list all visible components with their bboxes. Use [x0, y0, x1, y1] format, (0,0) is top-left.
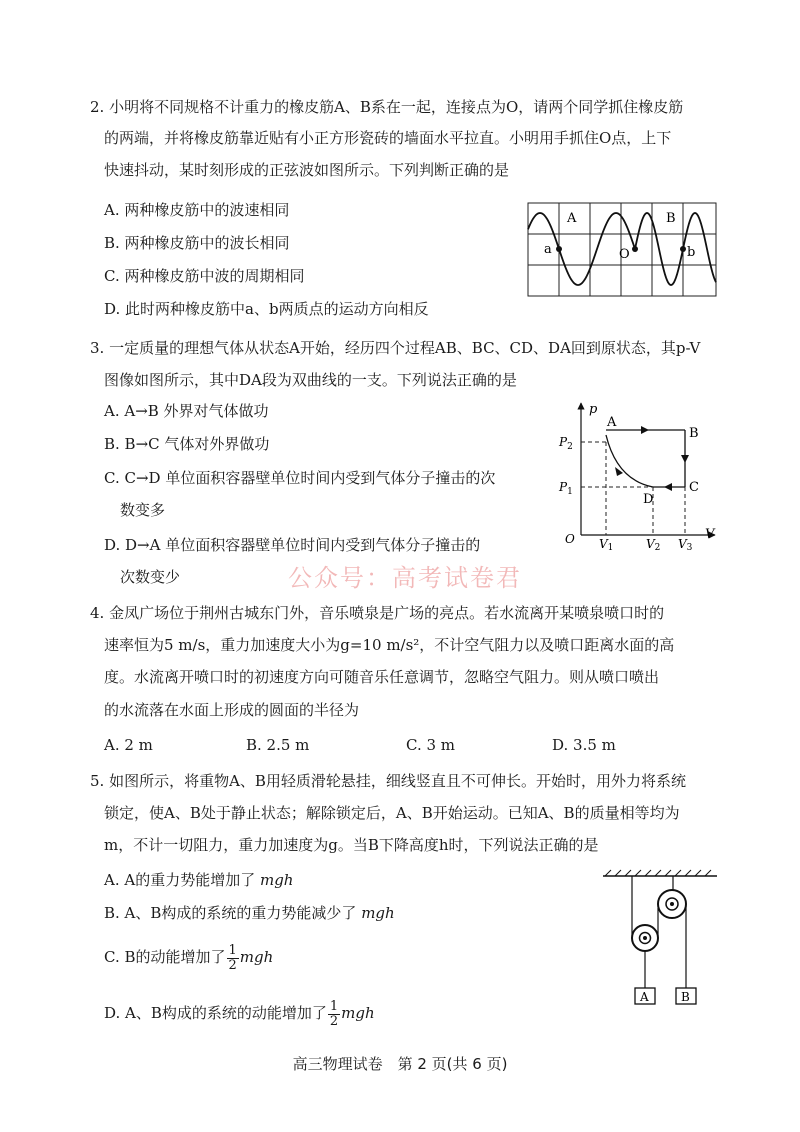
q4-option-b: B. 2.5 m: [246, 736, 310, 754]
q2-label-O: O: [619, 247, 630, 262]
q2-label-b: b: [687, 245, 696, 260]
q3-option-a: A. A→B 外界对气体做功: [104, 402, 269, 420]
q5-movable-pulley: [632, 925, 658, 951]
q5-ceiling-hatch: [605, 870, 711, 876]
q3-v2-label: V2: [646, 537, 661, 550]
q3-point-B-label: B: [689, 426, 699, 441]
q2-label-a: a: [544, 242, 552, 257]
q5-fixed-pulley: [658, 890, 686, 918]
q5-fraction-c: $\frac{1}{2}$: [228, 942, 237, 973]
q2-stem-line-3: 快速抖动，某时刻形成的正弦波如图所示。下列判断正确的是: [104, 161, 510, 179]
q5-fraction-d: $\frac{1}{2}$: [329, 998, 339, 1029]
q5-stem-line-3: m，不计一切阻力，重力加速度为g。当B下降高度h时，下列说法正确的是: [104, 836, 599, 854]
q3-arrow-cd: [664, 483, 672, 491]
q3-point-A-label: A: [607, 415, 617, 430]
q3-stem-line-2: 图像如图所示，其中DA段为双曲线的一支。下列说法正确的是: [104, 371, 517, 389]
q4-option-a: A. 2 m: [104, 736, 153, 754]
q2-point-o: [632, 246, 638, 252]
q5-block-b-label: B: [681, 990, 690, 1004]
page-footer: 高三物理试卷 第 2 页(共 6 页): [292, 1055, 508, 1073]
q2-point-b: [680, 246, 686, 252]
q5-stem-line-1: 5. 如图所示，将重物A、B用轻质滑轮悬挂，细线竖直且不可伸长。开始时，用外力将系统: [90, 772, 686, 790]
q5-option-d: D. A、B构成的系统的动能增加了 $\frac{1}{2}$ mgh: [104, 998, 375, 1029]
q5-block-a-label: A: [640, 990, 649, 1004]
q2-wave-figure: [525, 200, 725, 300]
q3-v3-label: V3: [678, 537, 693, 550]
q5-stem-line-2: 锁定，使A、B处于静止状态；解除锁定后，A、B开始运动。已知A、B的质量相等均为: [104, 804, 680, 822]
q2-option-a: A. 两种橡皮筋中的波速相同: [104, 201, 290, 219]
q3-origin-label: O: [565, 532, 575, 546]
watermark: 公众号：高考试卷君: [288, 564, 522, 592]
q2-option-b: B. 两种橡皮筋中的波长相同: [104, 234, 290, 252]
q5-pulley-figure: [595, 868, 725, 1008]
q5-option-b: B. A、B构成的系统的重力势能减少了 mgh: [104, 904, 395, 922]
q4-stem-line-2: 速率恒为5 m/s，重力加速度大小为g=10 m/s²，不计空气阻力以及喷口距离水面的高: [104, 636, 675, 654]
q3-option-c: C. C→D 单位面积容器壁单位时间内受到气体分子撞击的次: [104, 469, 496, 487]
q3-p1-label: $P_1$: [559, 480, 573, 497]
q2-label-A: A: [567, 211, 577, 226]
q4-stem-line-1: 4. 金凤广场位于荆州古城东门外，音乐喷泉是广场的亮点。若水流离开某喷泉喷口时的: [90, 604, 665, 622]
q2-stem-line-2: 的两端，并将橡皮筋靠近贴有小正方形瓷砖的墙面水平拉直。小明用手抓住O点，上下: [104, 129, 672, 147]
q5-option-a: A. A的重力势能增加了 mgh: [104, 871, 294, 889]
q3-axis-p-label: p: [589, 402, 598, 417]
q3-option-d-cont: 次数变少: [120, 568, 181, 586]
q3-option-c-cont: 数变多: [120, 501, 166, 519]
q2-label-B: B: [666, 211, 676, 226]
q4-option-d: D. 3.5 m: [552, 736, 616, 754]
q2-point-a: [556, 246, 562, 252]
q2-stem-line-1: 2. 小明将不同规格不计重力的橡皮筋A、B系在一起，连接点为O，请两个同学抓住橡皮筋: [90, 98, 684, 116]
q3-point-C-label: C: [689, 480, 699, 495]
q2-option-d: D. 此时两种橡皮筋中a、b两质点的运动方向相反: [104, 300, 429, 318]
q3-arrow-ab: [641, 426, 649, 434]
q3-v1-label: V1: [599, 537, 614, 550]
q3-axis-v-label: V: [705, 527, 715, 542]
q3-process-da: [606, 435, 653, 487]
q3-pv-diagram: [555, 395, 725, 550]
q4-stem-line-4: 的水流落在水面上形成的圆面的半径为: [104, 701, 360, 719]
q4-stem-line-3: 度。水流离开喷口时的初速度方向可随音乐任意调节，忽略空气阻力。则从喷口喷出: [104, 668, 660, 686]
q3-stem-line-1: 3. 一定质量的理想气体从状态A开始，经历四个过程AB、BC、CD、DA回到原状态，其p-V: [90, 339, 701, 357]
q3-point-D-label: D: [643, 492, 654, 507]
q3-p2-label: $P_2$: [559, 435, 573, 452]
q5-option-c: C. B的动能增加了 $\frac{1}{2}$ mgh: [104, 942, 274, 973]
q3-option-d: D. D→A 单位面积容器壁单位时间内受到气体分子撞击的: [104, 536, 481, 554]
q3-option-b: B. B→C 气体对外界做功: [104, 435, 270, 453]
q2-option-c: C. 两种橡皮筋中波的周期相同: [104, 267, 305, 285]
q3-arrow-bc: [681, 455, 689, 463]
q4-option-c: C. 3 m: [406, 736, 456, 754]
